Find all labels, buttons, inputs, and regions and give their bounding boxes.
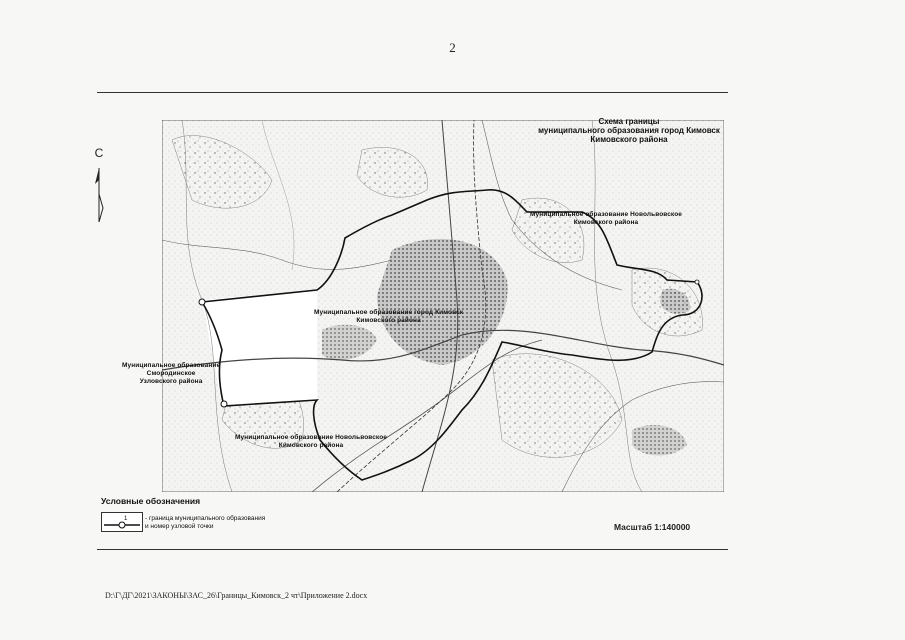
label-line: Муниципальное образование город Кимовск [314, 309, 464, 316]
legend [101, 496, 301, 536]
label-novolvovskoe-s [235, 434, 387, 450]
map-title-line: муниципального образования город Кимовск [538, 126, 720, 135]
blank-area [202, 290, 317, 405]
boundary-node [695, 280, 699, 284]
label-line: Муниципальное образование Новольвовское [530, 211, 682, 218]
map-area [122, 117, 724, 492]
footer-file-path: D:\Г\ДГ\2021\ЗАКОНЫ\ЗАС_26\Границы_Кимовск_2 чт\Приложение 2.docx [105, 591, 368, 600]
legend-title: Условные обозначения [101, 496, 201, 506]
label-line: Смородинское [146, 370, 196, 377]
label-line: Кимовского района [278, 442, 344, 449]
legend-item [101, 512, 301, 536]
legend-text-line: - граница муниципального образования [145, 515, 266, 522]
label-line: Муниципальное образование [122, 362, 221, 369]
map-title-line: Кимовского района [590, 135, 668, 144]
map-title [534, 117, 724, 144]
label-line: Кимовского района [573, 219, 639, 226]
north-arrow [92, 146, 112, 226]
page-number: 2 [449, 40, 456, 55]
label-kimovsk-city [314, 309, 463, 325]
boundary-node [199, 299, 205, 305]
map-scale: Масштаб 1:140000 [614, 522, 691, 532]
north-arrow-icon [92, 146, 112, 226]
legend-item-text [145, 515, 265, 531]
map-title-line: Схема границы [598, 117, 660, 126]
legend-node-number: 1 [124, 516, 128, 522]
label-line: Муниципальное образование Новольвовское [235, 434, 387, 441]
top-rule [97, 92, 728, 93]
label-smorodinskoe [122, 362, 220, 386]
boundary-node-icon [101, 512, 143, 532]
label-novolvovskoe-ne [530, 211, 682, 227]
boundary-node [221, 401, 227, 407]
label-line: Узловского района [139, 378, 203, 385]
label-line: Кимовского района [356, 317, 421, 324]
bottom-rule [97, 549, 728, 550]
legend-text-line: и номер узловой точки [145, 523, 214, 530]
north-label: С [94, 146, 104, 160]
